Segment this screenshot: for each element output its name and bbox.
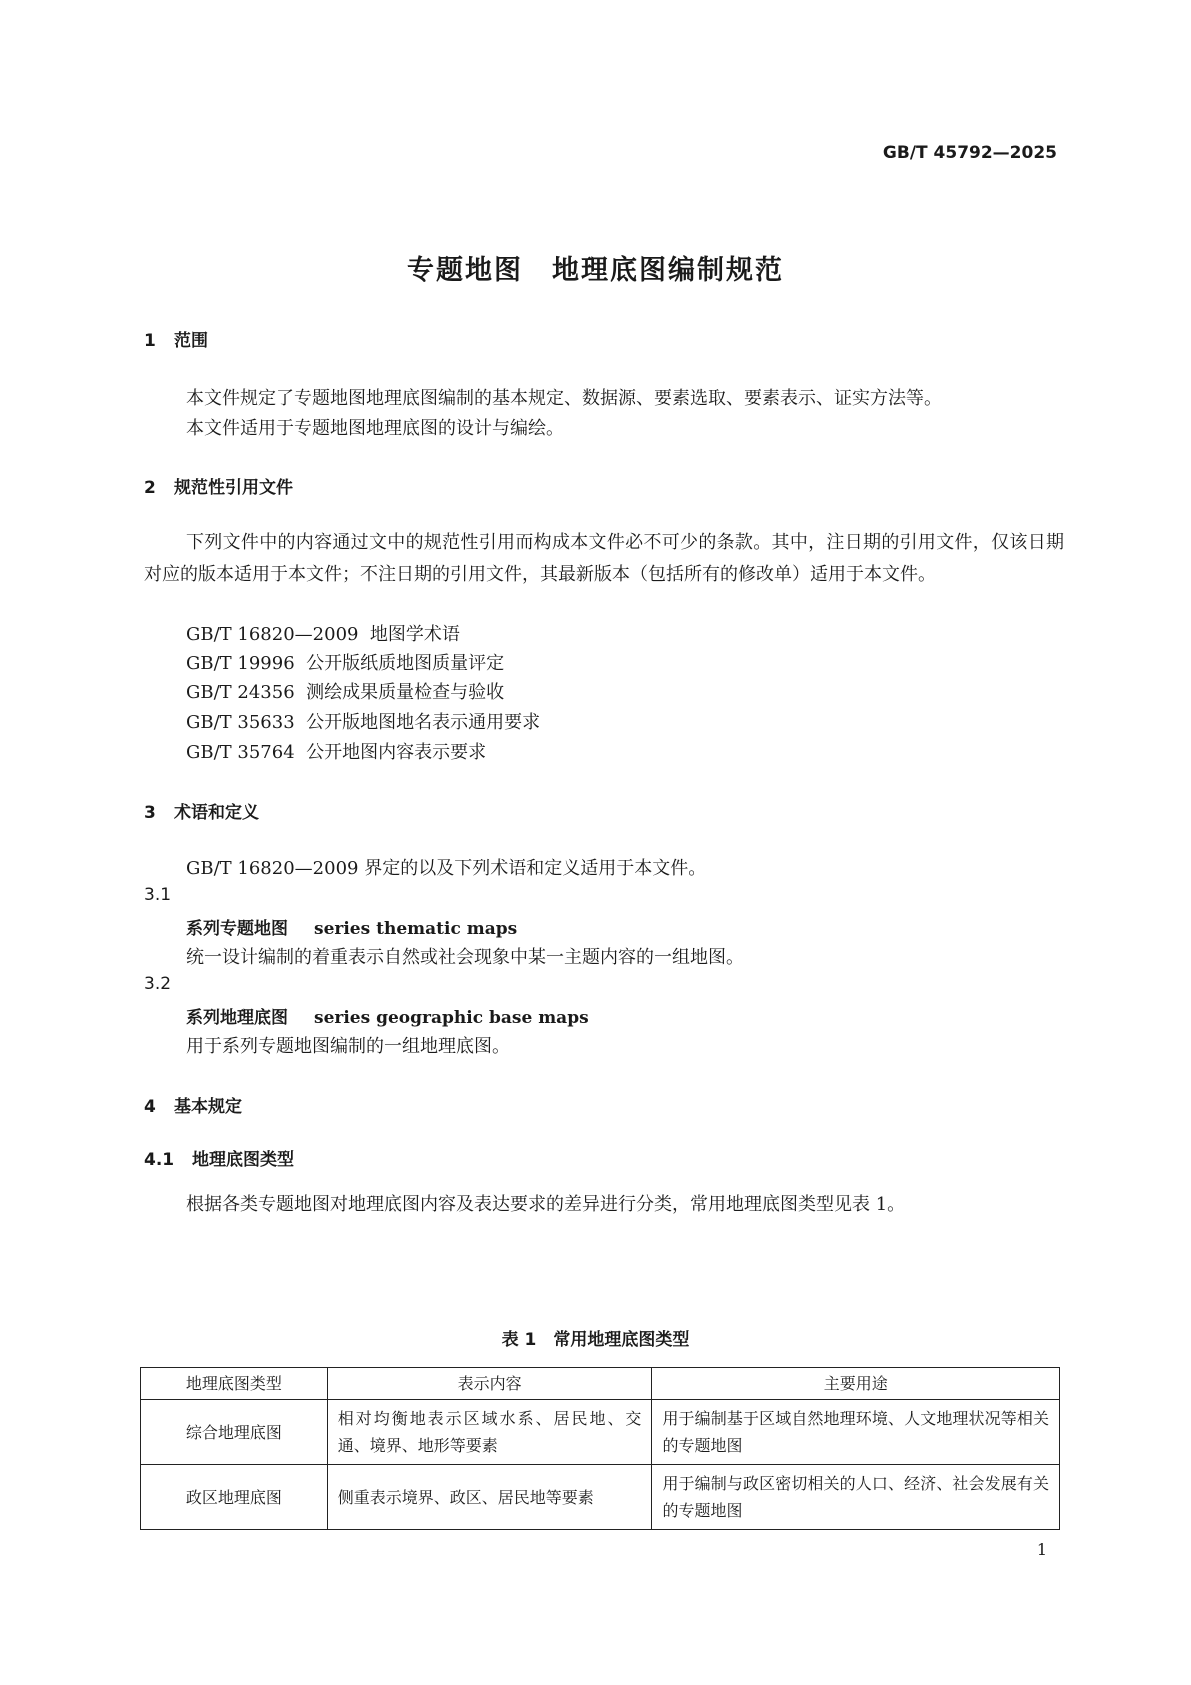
- section-3-number: 3: [144, 803, 156, 823]
- section-1-number: 1: [144, 331, 156, 351]
- table-cell: 侧重表示境界、政区、居民地等要素: [327, 1465, 652, 1530]
- term-heading: [186, 1003, 589, 1028]
- section-4-title: 基本规定: [174, 1097, 242, 1117]
- section-2-heading: [144, 473, 293, 498]
- ref-code: GB/T 35633: [186, 712, 295, 733]
- ref-name: 公开版地图地名表示通用要求: [306, 712, 541, 733]
- ref-code: GB/T 35764: [186, 742, 295, 763]
- ref-item: [186, 678, 504, 704]
- ref-item: [186, 620, 460, 646]
- section-4-number: 4: [144, 1097, 156, 1117]
- ref-name: 公开地图内容表示要求: [306, 742, 487, 763]
- table-1: [140, 1367, 1060, 1530]
- table-header-cell: 地理底图类型: [141, 1368, 328, 1400]
- ref-code: GB/T 24356: [186, 682, 295, 703]
- section-4-1-para: 根据各类专题地图对地理底图内容及表达要求的差异进行分类，常用地理底图类型见表 1。: [186, 1194, 906, 1215]
- table-cell: 用于编制与政区密切相关的人口、经济、社会发展有关的专题地图: [652, 1465, 1060, 1530]
- section-4-1-number: 4.1: [144, 1150, 175, 1170]
- section-1-para-2: 本文件适用于专题地图地理底图的设计与编绘。: [186, 418, 564, 439]
- table-cell: 用于编制基于区域自然地理环境、人文地理状况等相关的专题地图: [652, 1400, 1060, 1465]
- table-header-cell: 主要用途: [652, 1368, 1060, 1400]
- section-3-intro: GB/T 16820—2009 界定的以及下列术语和定义适用于本文件。: [186, 858, 707, 879]
- ref-code: GB/T 16820—2009: [186, 624, 359, 645]
- ref-name: 地图学术语: [369, 624, 460, 645]
- term-english: series thematic maps: [314, 919, 518, 939]
- section-4-1-heading: [144, 1145, 294, 1170]
- page-number: 1: [1036, 1540, 1047, 1559]
- table-header-row: [141, 1368, 1060, 1400]
- ref-code: GB/T 19996: [186, 653, 295, 674]
- term-heading: [186, 914, 517, 939]
- ref-item: [186, 738, 486, 764]
- document-title: 专题地图 地理底图编制规范: [407, 255, 784, 286]
- ref-item: [186, 708, 540, 734]
- section-1-para-1: 本文件规定了专题地图地理底图编制的基本规定、数据源、要素选取、要素表示、证实方法等。: [186, 388, 942, 409]
- term-definition: 统一设计编制的着重表示自然或社会现象中某一主题内容的一组地图。: [186, 947, 744, 968]
- term-chinese: 系列地理底图: [186, 1008, 288, 1028]
- section-3-heading: [144, 798, 259, 823]
- section-1-title: 范围: [174, 331, 208, 351]
- section-3-title: 术语和定义: [174, 803, 259, 823]
- section-2-number: 2: [144, 478, 156, 498]
- term-number: 3.1: [144, 885, 172, 905]
- ref-name: 测绘成果质量检查与验收: [306, 682, 505, 703]
- term-english: series geographic base maps: [314, 1008, 589, 1028]
- ref-name: 公开版纸质地图质量评定: [306, 653, 505, 674]
- table-cell: 政区地理底图: [141, 1465, 328, 1530]
- table-header-cell: 表示内容: [327, 1368, 652, 1400]
- section-4-heading: [144, 1092, 242, 1117]
- section-4-1-title: 地理底图类型: [192, 1150, 294, 1170]
- ref-item: [186, 649, 504, 675]
- standard-code: GB/T 45792—2025: [882, 143, 1057, 163]
- term-number: 3.2: [144, 974, 172, 994]
- term-chinese: 系列专题地图: [186, 919, 288, 939]
- section-2-intro: 下列文件中的内容通过文中的规范性引用而构成本文件必不可少的条款。其中，注日期的引用文件，仅该日期对应的版本适用于本文件；不注日期的引用文件，其最新版本（包括所有的修改单）适用于本文件。: [144, 532, 1064, 585]
- table-row: [141, 1465, 1060, 1530]
- table-caption: 表 1 常用地理底图类型: [501, 1330, 690, 1350]
- table-cell: 综合地理底图: [141, 1400, 328, 1465]
- section-1-heading: [144, 326, 208, 351]
- section-2-title: 规范性引用文件: [174, 478, 293, 498]
- table-cell: 相对均衡地表示区域水系、居民地、交通、境界、地形等要素: [327, 1400, 652, 1465]
- table-row: [141, 1400, 1060, 1465]
- term-definition: 用于系列专题地图编制的一组地理底图。: [186, 1036, 510, 1057]
